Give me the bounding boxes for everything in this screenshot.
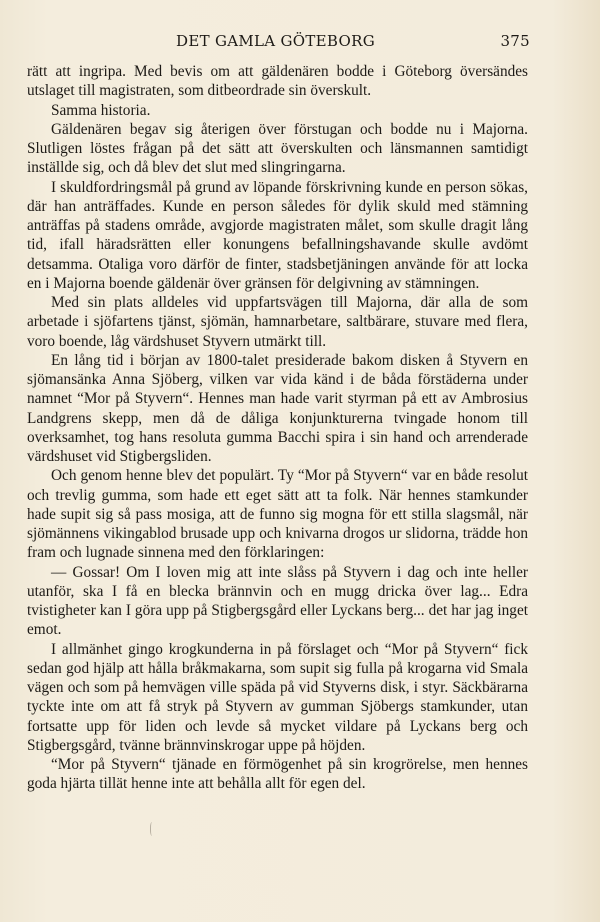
- page-number: 375: [500, 32, 530, 50]
- paragraph: En lång tid i början av 1800-talet presiderade bakom disken å Styvern en sjömansänka Anna Sjöberg, vilken var vida känd i de båda förstäderna under namnet “Mor på Styvern“. Hennes man hade varit styrman på ett av Ambrosius Landgrens skepp, men då de dåliga konjunkturerna tvingade honom till overksamhet, tog hans resoluta gumma Bacchi spira i sin hand och arrenderade värdshuset vid Stigbergsliden.: [27, 351, 528, 465]
- body-text: [27, 62, 528, 794]
- pencil-mark: [150, 822, 155, 836]
- paragraph: Samma historia.: [51, 101, 151, 119]
- paragraph: “Mor på Styvern“ tjänade en förmögenhet på sin krogrörelse, men hennes goda hjärta tillät henne inte att behålla allt för egen del.: [27, 756, 528, 793]
- paragraph: I skuldfordringsmål på grund av löpande förskrivning kunde en person sökas, där han anträffades. Kunde en person således för dylik skuld med stämning anträffas på stadens område, avgjorde magistraten målet, som skulle dragit lång tid, ifall häradsrätten eller konungens befallningshavande skulle avdömt detsamma. Otaliga voro därför de finter, stadsbetjäningen använde för att locka en i Majorna boende gäldenär över gränsen för delgivning av stämningen.: [27, 178, 528, 292]
- paragraph-dialogue: — Gossar! Om I loven mig att inte slåss på Styvern i dag och inte heller utanför, ska I få en blecka brännvin och en mugg dricka över lag... Edra tvistigheter kan I göra upp på Stigbergsgård eller Lyckans berg... det har jag inget emot.: [27, 563, 528, 639]
- paragraph: Gäldenären begav sig återigen över förstugan och bodde nu i Majorna. Slutligen löstes frågan på det sätt att överskulten och länsmannen samtidigt inställde sig, och då blev det slut med slingringarna.: [27, 120, 528, 177]
- paragraph: Med sin plats alldeles vid uppfartsvägen till Majorna, där alla de som arbetade i sjöfartens tjänst, sjömän, hamnarbetare, saltbärare, stuvare med flera, voro boende, låg värdshuset Styvern utmärkt till.: [27, 294, 528, 350]
- running-title: DET GAMLA GÖTEBORG: [176, 32, 375, 50]
- paragraph: I allmänhet gingo krogkunderna in på förslaget och “Mor på Styvern“ fick sedan god hjälp att hålla bråkmakarna, som supit sig fulla på krogarna vid Smala vägen och som på hemvägen ville späda på vid Styverns disk, i styr. Säckbärarna tyckte inte om att få stryk på Styvern av gumman Sjöbergs stamkunder, utan fortsatte upp för liden och levde så mycket vildare på Lyckans berg och Stigbergsgård, tvänne brännvinskrogar uppe på höjden.: [27, 640, 528, 754]
- paragraph: Och genom henne blev det populärt. Ty “Mor på Styvern“ var en både resolut och trevlig gumma, som hade ett eget sätt att ta folk. När hennes stamkunder hade supit sig så pass mosiga, att de funno sig mogna för ett stilla slagsmål, när sjömännens vikingablod brusade upp och knivarna drogos ur slidorna, trädde hon fram och lugnade sinnena med den förklaringen:: [27, 467, 528, 562]
- paragraph: rätt att ingripa. Med bevis om att gäldenären bodde i Göteborg översändes utslaget till magistraten, som ditbeordrade sin överskult.: [27, 63, 528, 100]
- page-header: [26, 32, 530, 52]
